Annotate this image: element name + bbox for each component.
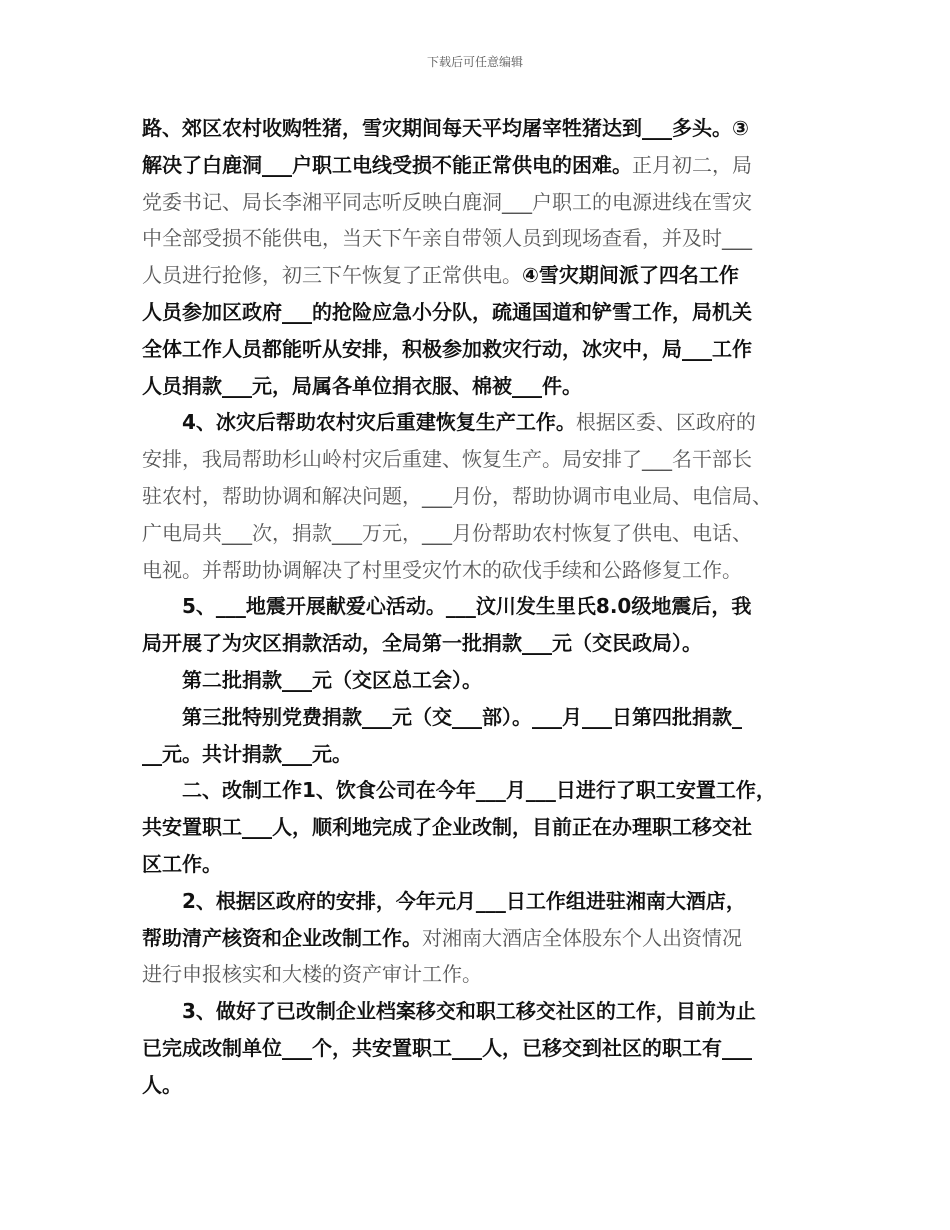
text-line (142, 257, 814, 294)
text-line (142, 184, 814, 221)
bold-text-segment: 第二批捐款___元（交区总工会）。 (142, 667, 482, 692)
bold-text-segment: 人。 (142, 1072, 182, 1097)
regular-text-segment: 广电局共___次，捐款___万元，___月份帮助农村恢复了供电、电话、 (142, 520, 752, 545)
text-line (142, 1067, 814, 1104)
text-line (142, 515, 814, 552)
regular-text-segment: 安排，我局帮助杉山岭村灾后重建、恢复生产。局安排了___名干部长 (142, 447, 752, 472)
bold-text-segment: 3、做好了已改制企业档案移交和职工移交社区的工作，目前为止 (142, 999, 756, 1024)
text-line (142, 331, 814, 368)
text-line (142, 220, 814, 257)
regular-text-segment: 人员进行抢修，初三下午恢复了正常供电。 (142, 263, 522, 288)
bold-text-segment: 帮助清产核资和企业改制工作。 (142, 925, 422, 950)
text-line (142, 1030, 814, 1067)
regular-text-segment: 党委书记、局长李湘平同志听反映白鹿洞___户职工的电源进线在雪灾 (142, 189, 752, 214)
text-line (142, 993, 814, 1030)
text-line (142, 662, 814, 699)
bold-text-segment: 共安置职工___人，顺利地完成了企业改制，目前正在办理职工移交社 (142, 815, 752, 840)
regular-text-segment: 驻农村，帮助协调和解决问题，___月份，帮助协调市电业局、电信局、 (142, 483, 772, 508)
regular-text-segment: 进行申报核实和大楼的资产审计工作。 (142, 962, 482, 987)
bold-text-segment: 4、冰灾后帮助农村灾后重建恢复生产工作。 (142, 410, 576, 435)
regular-text-segment: 正月初二，局 (632, 152, 752, 177)
text-line (142, 772, 814, 809)
bold-text-segment: ④雪灾期间派了四名工作 (522, 263, 739, 288)
regular-text-segment: 根据区委、区政府的 (575, 410, 756, 435)
bold-text-segment: 第三批特别党费捐款___元（交___部）。___月___日第四批捐款_ (142, 704, 742, 729)
bold-text-segment: 人员捐款___元，局属各单位捐衣服、棉被___件。 (142, 373, 582, 398)
text-line (142, 736, 814, 773)
bold-text-segment: 全体工作人员都能听从安排，积极参加救灾行动，冰灾中，局___工作 (142, 336, 752, 361)
text-line (142, 147, 814, 184)
text-line (142, 404, 814, 441)
document-body (142, 110, 814, 1104)
text-line (142, 883, 814, 920)
text-line (142, 588, 814, 625)
text-line (142, 110, 814, 147)
bold-text-segment: 2、根据区政府的安排，今年元月___日工作组进驻湘南大酒店， (142, 888, 746, 913)
text-line (142, 809, 814, 846)
regular-text-segment: 对湘南大酒店全体股东个人出资情况 (422, 925, 742, 950)
text-line (142, 294, 814, 331)
text-line (142, 478, 814, 515)
bold-text-segment: 解决了白鹿洞___户职工电线受损不能正常供电的困难。 (142, 152, 632, 177)
bold-text-segment: 人员参加区政府___的抢险应急小分队，疏通国道和铲雪工作，局机关 (142, 299, 752, 324)
bold-text-segment: 局开展了为灾区捐款活动，全局第一批捐款___元（交民政局）。 (142, 631, 702, 656)
bold-text-segment: 5、___地震开展献爱心活动。___汶川发生里氏8.0级地震后，我 (142, 594, 752, 619)
regular-text-segment: 电视。并帮助协调解决了村里受灾竹木的砍伐手续和公路修复工作。 (142, 557, 742, 582)
text-line (142, 625, 814, 662)
page-header-note: 下载后可任意编辑 (426, 55, 523, 69)
bold-text-segment: 二、改制工作1、饮食公司在今年___月___日进行了职工安置工作， (142, 778, 776, 803)
bold-text-segment: 已完成改制单位___个，共安置职工___人，已移交到社区的职工有___ (142, 1035, 752, 1060)
regular-text-segment: 中全部受损不能供电，当天下午亲自带领人员到现场查看，并及时___ (142, 226, 752, 251)
text-line (142, 846, 814, 883)
text-line (142, 699, 814, 736)
text-line (142, 956, 814, 993)
bold-text-segment: 路、郊区农村收购牲猪，雪灾期间每天平均屠宰牲猪达到___多头。③ (142, 116, 749, 140)
bold-text-segment: 区工作。 (142, 851, 222, 876)
text-line (142, 552, 814, 589)
text-line (142, 368, 814, 405)
text-line (142, 920, 814, 957)
text-line (142, 441, 814, 478)
bold-text-segment: __元。共计捐款___元。 (142, 741, 352, 766)
